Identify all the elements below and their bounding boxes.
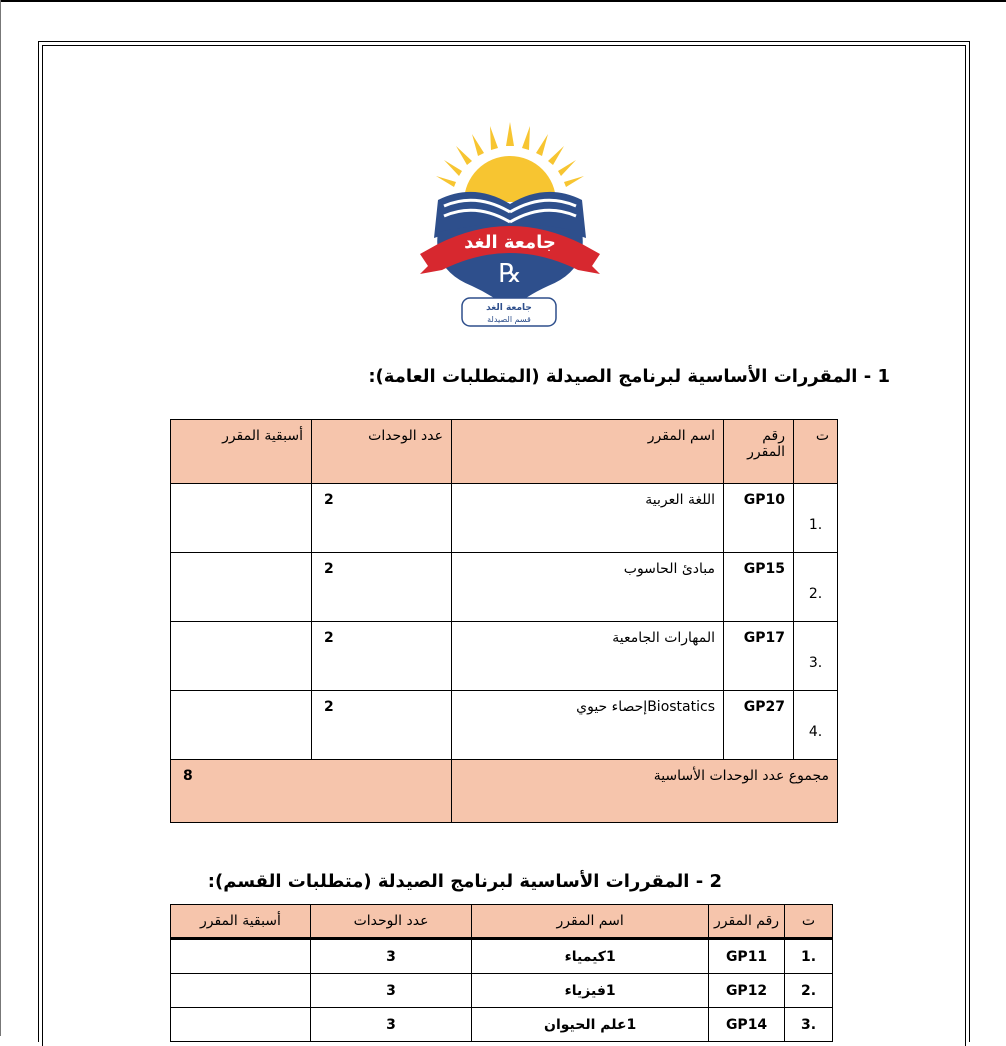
header-units: عدد الوحدات bbox=[312, 420, 452, 484]
row-num: .1 bbox=[794, 484, 838, 553]
course-name: Biostaticsإحصاء حيوي bbox=[452, 691, 724, 760]
total-label: مجموع عدد الوحدات الأساسية bbox=[452, 760, 838, 823]
row-num: .2 bbox=[784, 974, 832, 1008]
department-requirements-table bbox=[170, 904, 833, 1042]
course-code: GP27 bbox=[724, 691, 794, 760]
course-prereq bbox=[171, 553, 312, 622]
table-row bbox=[171, 553, 838, 622]
section2-title: 2 - المقررات الأساسية لبرنامج الصيدلة (متطلبات القسم): bbox=[207, 871, 722, 892]
university-logo bbox=[416, 120, 604, 330]
course-prereq bbox=[171, 939, 311, 974]
row-num: .3 bbox=[784, 1008, 832, 1042]
course-prereq bbox=[171, 1008, 311, 1042]
header-units: عدد الوحدات bbox=[310, 905, 471, 939]
course-code: GP10 bbox=[724, 484, 794, 553]
header-code: رقم المقرر bbox=[724, 420, 794, 484]
course-name: المهارات الجامعية bbox=[452, 622, 724, 691]
header-name: اسم المقرر bbox=[472, 905, 709, 939]
general-requirements-table bbox=[170, 419, 838, 823]
course-name: 1فيزياء bbox=[472, 974, 709, 1008]
course-name: مبادئ الحاسوب bbox=[452, 553, 724, 622]
badge-line1: جامعة الغد bbox=[486, 303, 532, 313]
total-value: 8 bbox=[171, 760, 452, 823]
course-units: 3 bbox=[310, 939, 471, 974]
total-row bbox=[171, 760, 838, 823]
course-units: 2 bbox=[312, 622, 452, 691]
course-name: اللغة العربية bbox=[452, 484, 724, 553]
banner-text: جامعة الغد bbox=[464, 232, 556, 253]
header-prereq: أسبقية المقرر bbox=[171, 905, 311, 939]
course-units: 2 bbox=[312, 484, 452, 553]
header-num: ت bbox=[794, 420, 838, 484]
badge-line2: قسم الصيدلة bbox=[487, 315, 531, 324]
row-num: .2 bbox=[794, 553, 838, 622]
course-code: GP11 bbox=[709, 939, 785, 974]
course-prereq bbox=[171, 974, 311, 1008]
table-row bbox=[171, 1008, 833, 1042]
course-name: 1علم الحيوان bbox=[472, 1008, 709, 1042]
header-code: رقم المقرر bbox=[709, 905, 785, 939]
course-units: 3 bbox=[310, 974, 471, 1008]
table-row bbox=[171, 484, 838, 553]
top-border bbox=[0, 0, 1006, 2]
course-code: GP14 bbox=[709, 1008, 785, 1042]
table-row bbox=[171, 974, 833, 1008]
section1-title: 1 - المقررات الأساسية لبرنامج الصيدلة (المتطلبات العامة): bbox=[368, 366, 890, 387]
header-num: ت bbox=[784, 905, 832, 939]
course-code: GP17 bbox=[724, 622, 794, 691]
course-prereq bbox=[171, 691, 312, 760]
header-prereq: أسبقية المقرر bbox=[171, 420, 312, 484]
table-row bbox=[171, 622, 838, 691]
course-units: 2 bbox=[312, 553, 452, 622]
table-row bbox=[171, 691, 838, 760]
row-num: .3 bbox=[794, 622, 838, 691]
course-units: 2 bbox=[312, 691, 452, 760]
table-header-row bbox=[171, 420, 838, 484]
header-name: اسم المقرر bbox=[452, 420, 724, 484]
course-prereq bbox=[171, 622, 312, 691]
course-name: 1كيمياء bbox=[472, 939, 709, 974]
course-code: GP12 bbox=[709, 974, 785, 1008]
course-units: 3 bbox=[310, 1008, 471, 1042]
course-prereq bbox=[171, 484, 312, 553]
course-code: GP15 bbox=[724, 553, 794, 622]
row-num: .4 bbox=[794, 691, 838, 760]
rx-symbol: ℞ bbox=[498, 259, 522, 289]
row-num: .1 bbox=[784, 939, 832, 974]
table-row bbox=[171, 939, 833, 974]
table-header-row bbox=[171, 905, 833, 939]
left-border bbox=[0, 0, 1, 1036]
